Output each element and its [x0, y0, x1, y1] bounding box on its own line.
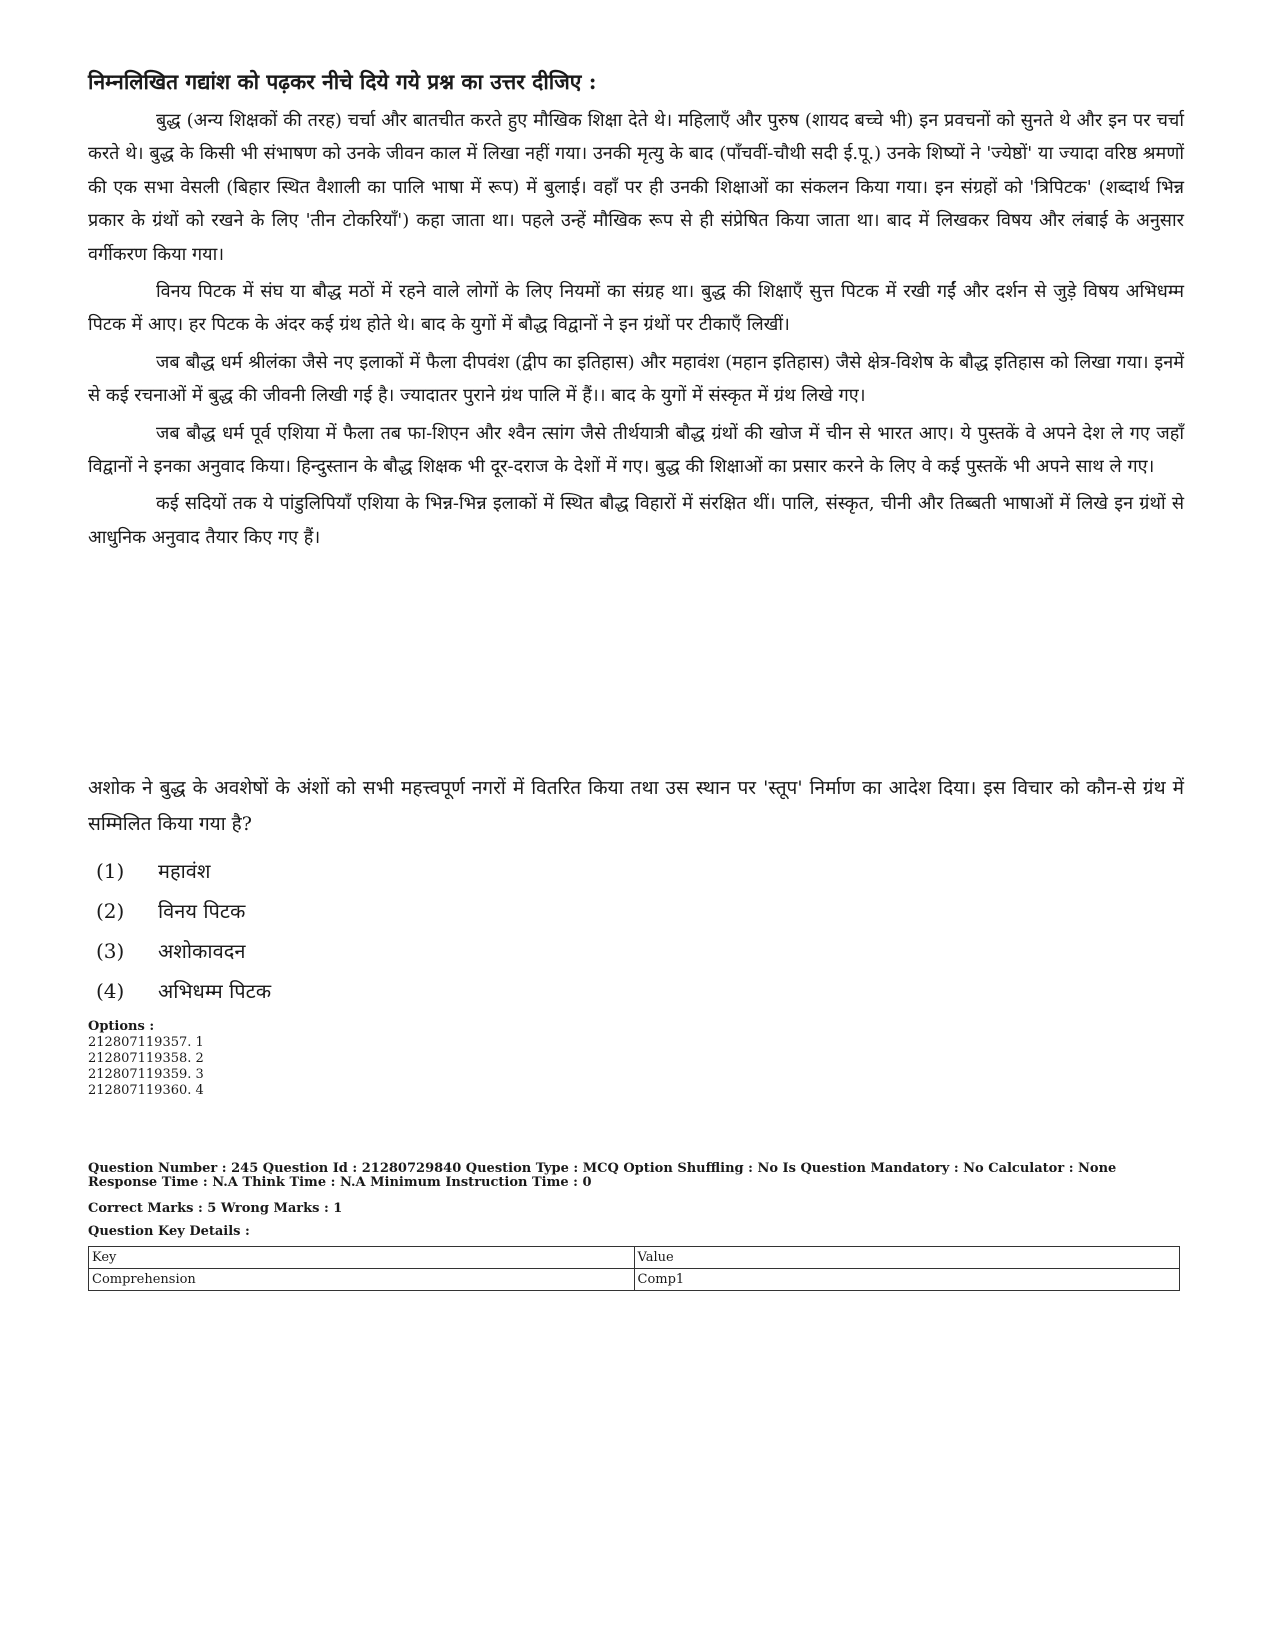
passage-instruction-heading: निम्नलिखित गद्यांश को पढ़कर नीचे दिये गये प्रश्न का उत्तर दीजिए :	[88, 69, 597, 94]
table-cell: Comp1	[634, 1269, 1180, 1291]
choice-number: (4)	[96, 979, 125, 1003]
comprehension-passage	[88, 104, 1184, 558]
answer-choice[interactable]	[96, 931, 696, 971]
answer-choice[interactable]	[96, 971, 696, 1011]
answer-choices	[96, 851, 696, 1011]
option-id-row: 212807119358. 2	[88, 1051, 204, 1066]
table-header-cell: Value	[634, 1247, 1180, 1269]
option-id-row: 212807119357. 1	[88, 1035, 204, 1050]
choice-number: (2)	[96, 899, 125, 923]
options-label: Options :	[88, 1019, 155, 1034]
passage-paragraph: जब बौद्ध धर्म श्रीलंका जैसे नए इलाकों में फैला दीपवंश (द्वीप का इतिहास) और महावंश (महान इतिहास) जैसे क्षेत्र-विशेष के बौद्ध इतिहास को लिखा गया। इनमें से कई रचनाओं में बुद्ध की जीवनी लिखी गई है। ज्यादातर पुराने ग्रंथ पालि में हैं।। बाद के युगों में संस्कृत में ग्रंथ लिखे गए।	[88, 351, 1184, 407]
option-id-row: 212807119360. 4	[88, 1083, 204, 1098]
table-header-row	[89, 1247, 1180, 1269]
choice-text: अशोकावदन	[158, 939, 246, 963]
choice-text: महावंश	[158, 859, 211, 883]
option-id-row: 212807119359. 3	[88, 1067, 204, 1082]
passage-paragraph: बुद्ध (अन्य शिक्षकों की तरह) चर्चा और बातचीत करते हुए मौखिक शिक्षा देते थे। महिलाएँ और पुरुष (शायद बच्चे भी) इन प्रवचनों को सुनते थे और इन पर चर्चा करते थे। बुद्ध के किसी भी संभाषण को उनके जीवन काल में लिखा नहीं गया। उनकी मृत्यु के बाद (पाँचवीं-चौथी सदी ई.पू.) उनके शिष्यों ने 'ज्येष्ठों' या ज्यादा वरिष्ठ श्रमणों की एक सभा वेसली (बिहार स्थित वैशाली का पालि भाषा में रूप) में बुलाई। वहाँ पर ही उनकी शिक्षाओं का संकलन किया गया। इन संग्रहों को 'त्रिपिटक' (शब्दार्थ भिन्न प्रकार के ग्रंथों को रखने के लिए 'तीन टोकरियाँ') कहा जाता था। पहले उन्हें मौखिक रूप से ही संप्रेषित किया जाता था। बाद में लिखकर विषय और लंबाई के अनुसार वर्गीकरण किया गया।	[88, 110, 1184, 265]
choice-number: (3)	[96, 939, 125, 963]
passage-paragraph: विनय पिटक में संघ या बौद्ध मठों में रहने वाले लोगों के लिए नियमों का संग्रह था। बुद्ध की शिक्षाएँ सुत्त पिटक में रखी गईं और दर्शन से जुड़े विषय अभिधम्म पिटक में आए। हर पिटक के अंदर कई ग्रंथ होते थे। बाद के युगों में बौद्ध विद्वानों ने इन ग्रंथों पर टीकाएँ लिखीं।	[88, 281, 1184, 336]
table-header-cell: Key	[89, 1247, 635, 1269]
passage-paragraph: जब बौद्ध धर्म पूर्व एशिया में फैला तब फा-शिएन और श्वैन त्सांग जैसे तीर्थयात्री बौद्ध ग्रंथों की खोज में चीन से भारत आए। ये पुस्तकें वे अपने देश ले गए जहाँ विद्वानों ने इनका अनुवाद किया। हिन्दुस्तान के बौद्ध शिक्षक भी दूर-दराज के देशों में गए। बुद्ध की शिक्षाओं का प्रसार करने के लिए वे कई पुस्तकें भी अपने साथ ले गए।	[88, 422, 1184, 478]
key-details-table	[88, 1246, 1180, 1291]
choice-number: (1)	[96, 859, 125, 883]
choice-text: अभिधम्म पिटक	[158, 979, 272, 1003]
answer-choice[interactable]	[96, 851, 696, 891]
option-ids	[88, 1019, 204, 1099]
choice-text: विनय पिटक	[158, 899, 246, 923]
passage-paragraph: कई सदियों तक ये पांडुलिपियाँ एशिया के भिन्न-भिन्न इलाकों में स्थित बौद्ध विहारों में संरक्षित थीं। पालि, संस्कृत, चीनी और तिब्बती भाषाओं में लिखे इन ग्रंथों से आधुनिक अनुवाद तैयार किए गए हैं।	[88, 493, 1184, 548]
question-text: अशोक ने बुद्ध के अवशेषों के अंशों को सभी महत्त्वपूर्ण नगरों में वितरित किया तथा उस स्थान पर 'स्तूप' निर्माण का आदेश दिया। इस विचार को कौन-से ग्रंथ में सम्मिलित किया गया है?	[88, 777, 1184, 835]
marks-info: Correct Marks : 5 Wrong Marks : 1	[88, 1201, 343, 1216]
key-details-label: Question Key Details :	[88, 1224, 250, 1239]
question-meta-line: Question Number : 245 Question Id : 21280729840 Question Type : MCQ Option Shuffling : No Is Question Mandatory : No Calculator : None	[88, 1161, 1117, 1176]
question-metadata	[88, 1162, 1188, 1190]
answer-choice[interactable]	[96, 891, 696, 931]
table-cell: Comprehension	[89, 1269, 635, 1291]
table-row	[89, 1269, 1180, 1291]
question-meta-line: Response Time : N.A Think Time : N.A Minimum Instruction Time : 0	[88, 1175, 592, 1190]
